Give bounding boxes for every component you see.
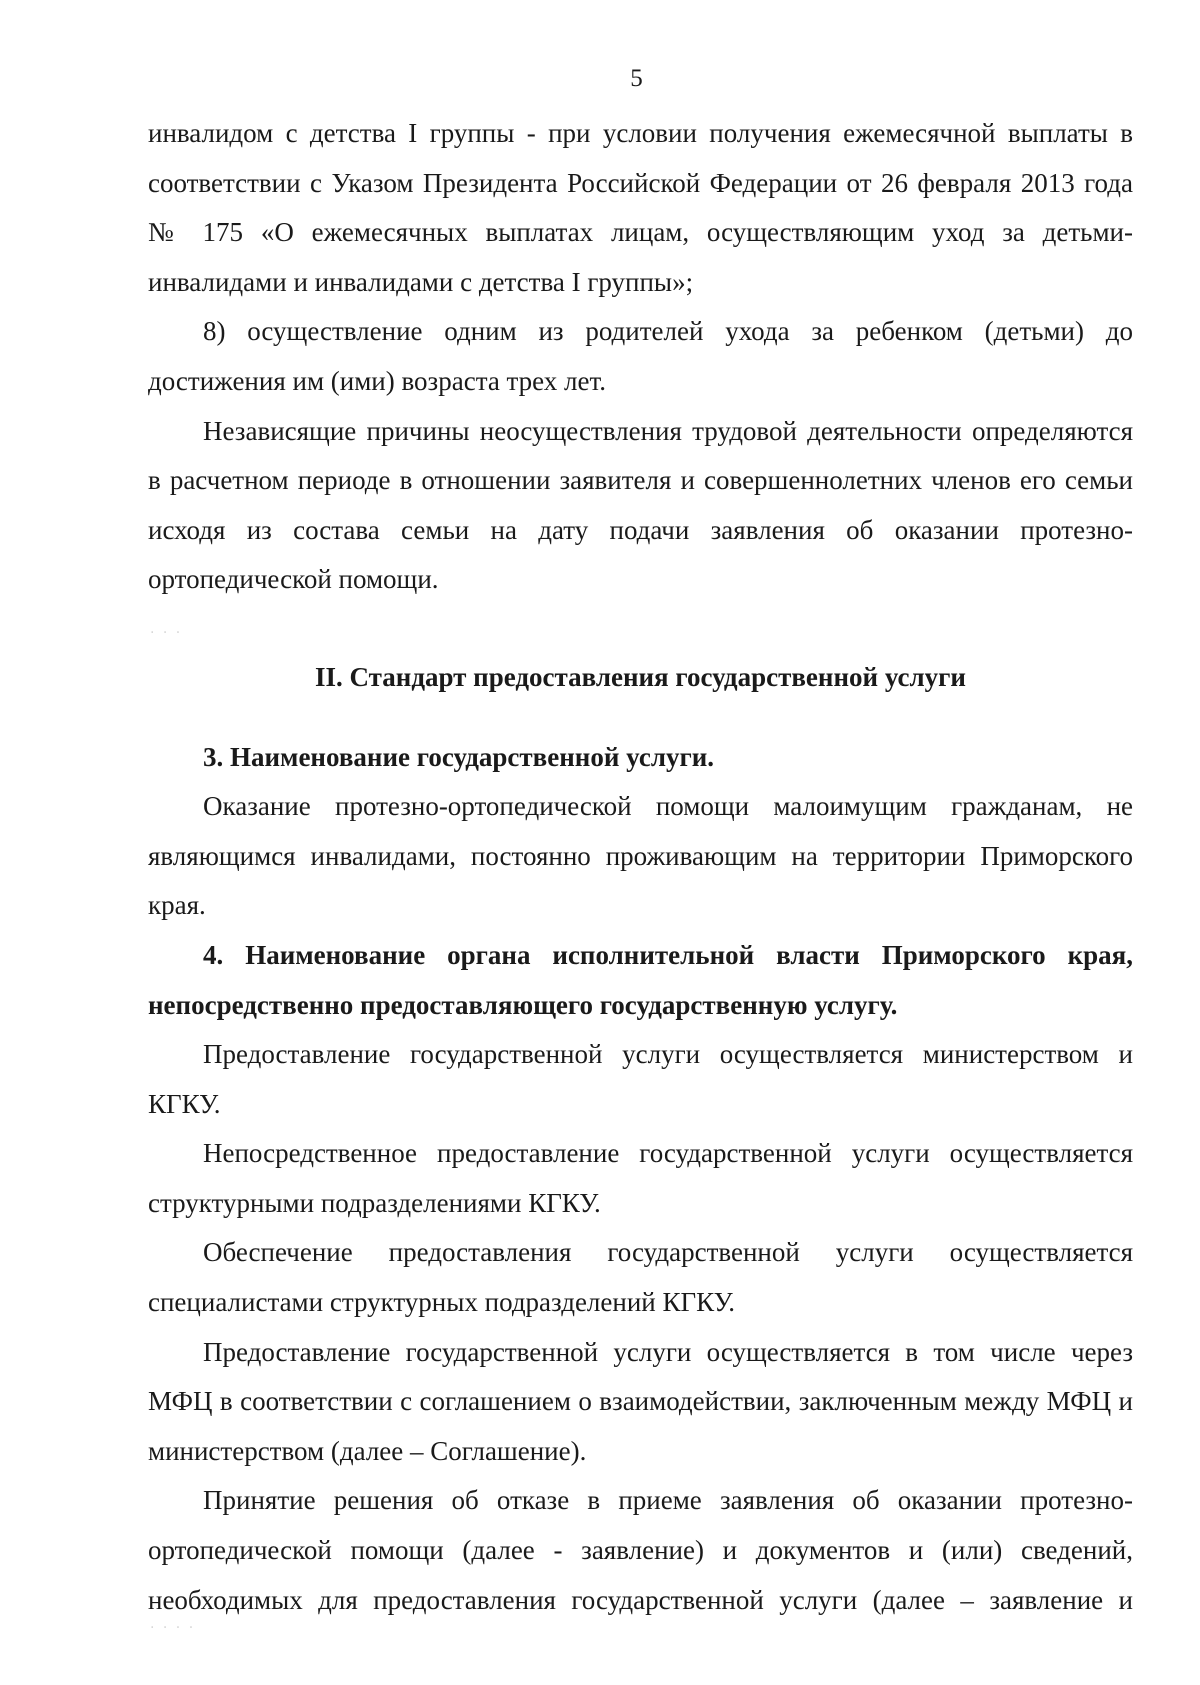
chapter-title: II. Стандарт предоставления государственной услуги (315, 661, 966, 692)
section-4-paragraph: Непосредственное предоставление государственной услуги осуществляется структурными подразделениями КГКУ. (148, 1138, 1133, 1218)
scan-artifact: · · · · (150, 1620, 196, 1636)
section-4-paragraph: Предоставление государственной услуги осуществляется в том числе через МФЦ в соответствии с соглашением о взаимодействии, заключенным между МФЦ и министерством (далее – Соглашение). (148, 1336, 1133, 1466)
paragraph-continuation: инвалидом с детства I группы - при условии получения ежемесячной выплаты в соответствии с Указом Президента Российской Федерации от 26 февраля 2013 года № 175 «О ежемесячных выплатах лицам, осуществляющим уход за детьми-инвалидами и инвалидами с детства I группы»; (148, 118, 1133, 297)
paragraph-independent-reasons: Независящие причины неосуществления трудовой деятельности определяются в расчетном периоде в отношении заявителя и совершеннолетних членов его семьи исходя из состава семьи на дату подачи заявления об оказании протезно-ортопедической помощи. (148, 415, 1133, 595)
section-3-text: Оказание протезно-ортопедической помощи малоимущим гражданам, не являющимся инвалидами, постоянно проживающим на территории Приморского края. (148, 791, 1133, 921)
section-3-heading: 3. Наименование государственной услуги. (203, 741, 715, 772)
section-4-paragraph: Предоставление государственной услуги осуществляется министерством и КГКУ. (148, 1039, 1133, 1119)
document-body (148, 109, 1133, 1625)
spacer (148, 605, 1133, 653)
section-4-heading: 4. Наименование органа исполнительной власти Приморского края, непосредственно предоставляющего государственную услугу. (148, 939, 1133, 1020)
section-4-paragraph: Принятие решения об отказе в приеме заявления об оказании протезно-ортопедической помощи (далее - заявление) и документов и (или) сведений, необходимых для предоставления государственной услуги (далее – заявление и (148, 1485, 1133, 1615)
scan-artifact: · · · (150, 625, 183, 641)
paragraph-item-8: 8) осуществление одним из родителей ухода за ребенком (детьми) до достижения им (ими) возраста трех лет. (148, 316, 1133, 396)
section-4-paragraph: Обеспечение предоставления государственной услуги осуществляется специалистами структурных подразделений КГКУ. (148, 1237, 1133, 1318)
spacer (148, 703, 1133, 733)
page-number: 5 (630, 65, 643, 92)
